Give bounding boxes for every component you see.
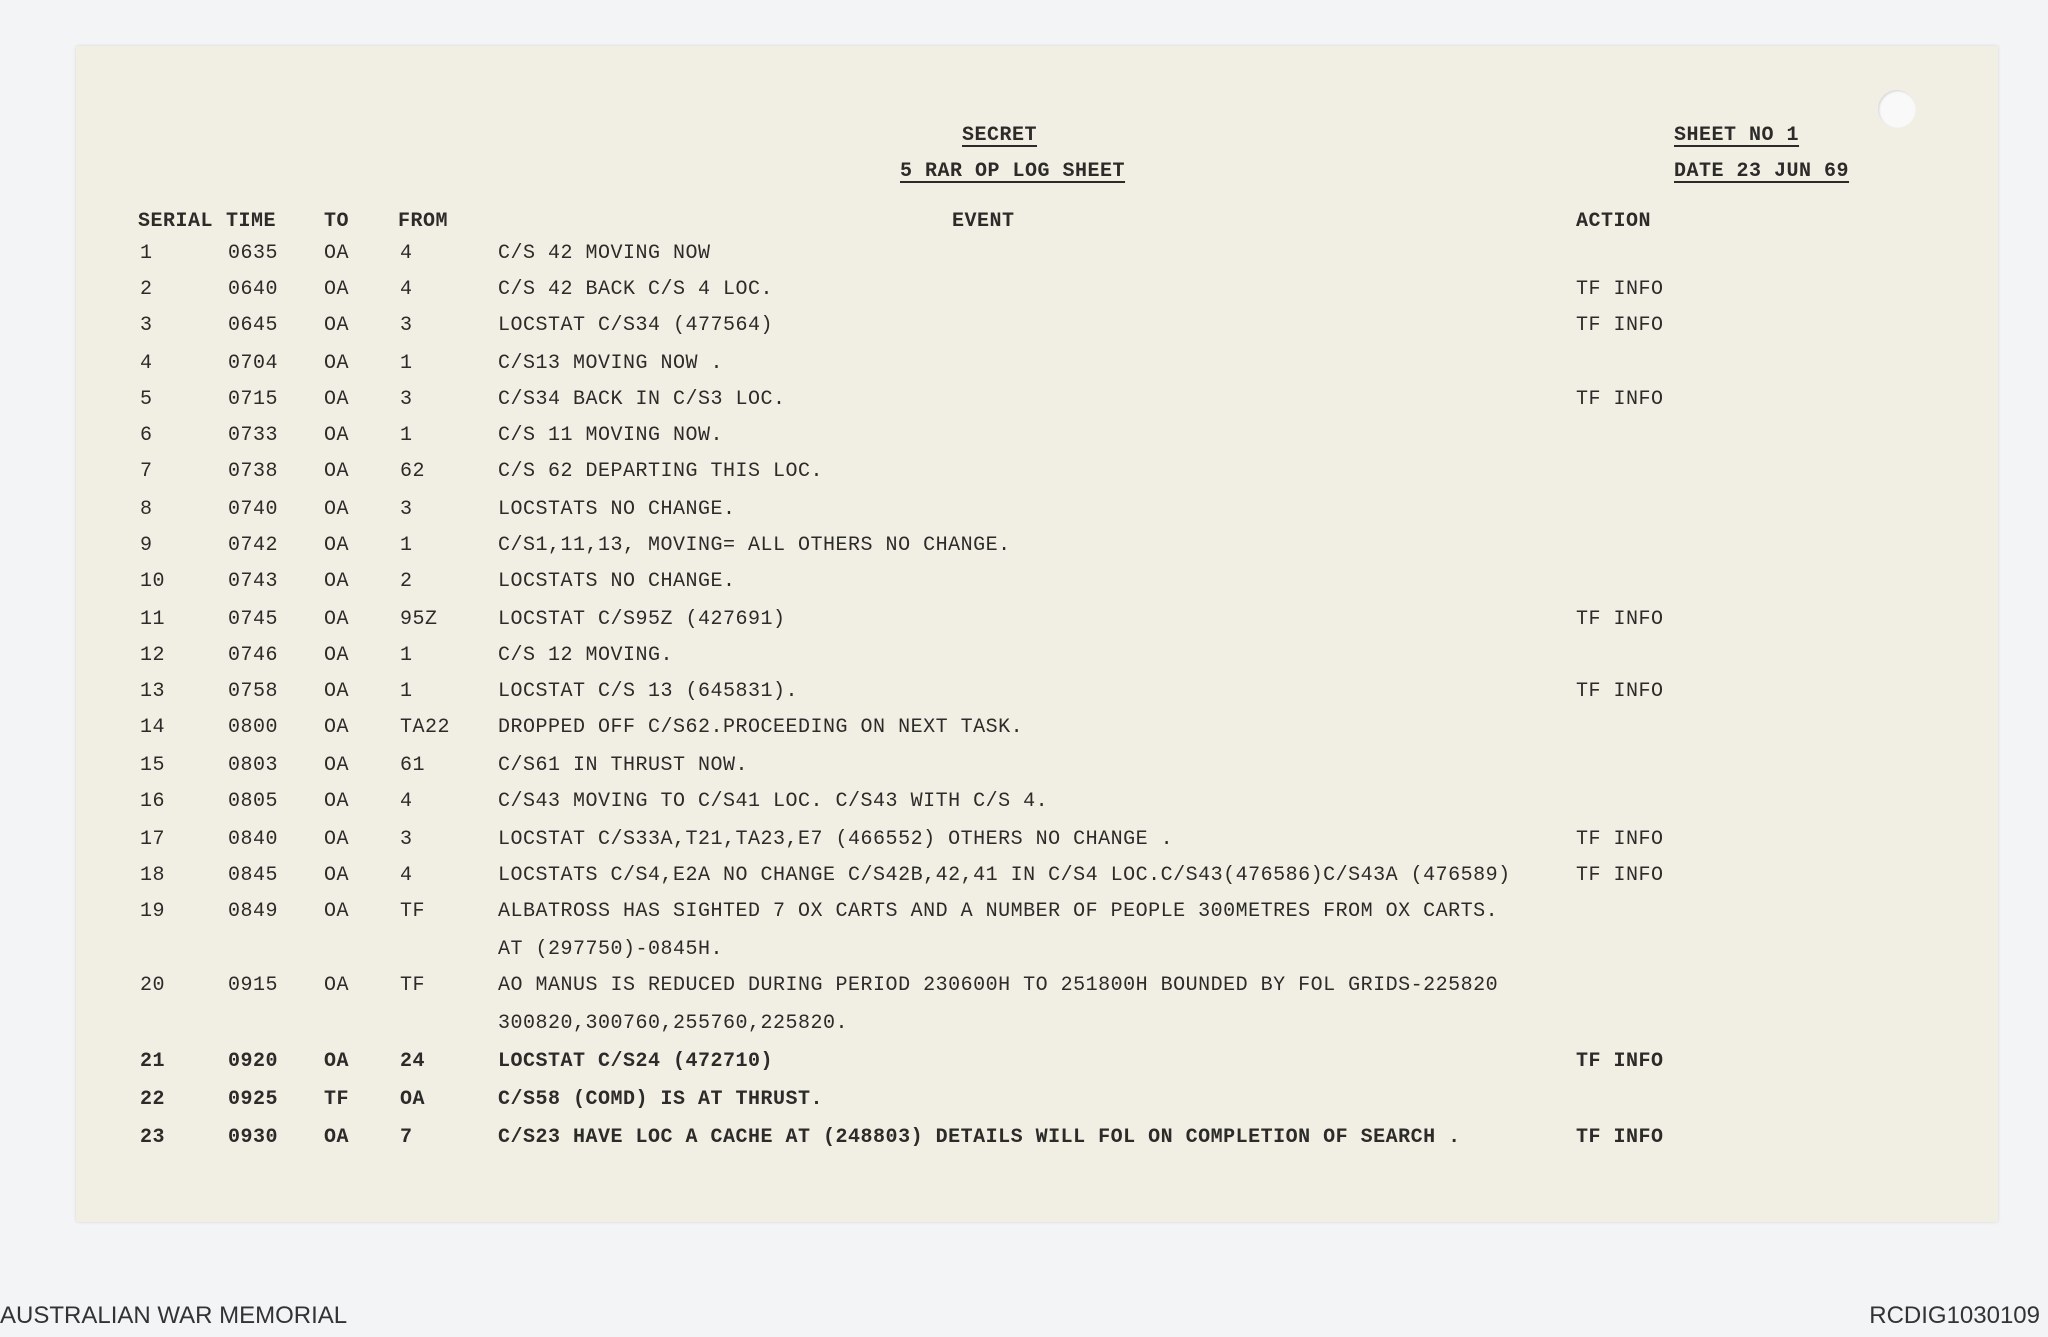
log-row — [76, 352, 1998, 388]
log-serial: 14 — [140, 716, 166, 739]
log-to: OA — [324, 1126, 350, 1149]
log-event: LOCSTAT C/S 13 (645831). — [498, 680, 799, 703]
log-action: TF INFO — [1576, 278, 1664, 301]
log-action: TF INFO — [1576, 608, 1664, 631]
log-event: C/S23 HAVE LOC A CACHE AT (248803) DETAILS WILL FOL ON COMPLETION OF SEARCH . — [498, 1126, 1461, 1149]
log-sheet-page — [76, 46, 1998, 1222]
log-from: 61 — [400, 754, 426, 777]
log-row — [76, 314, 1998, 350]
log-row — [76, 1088, 1998, 1124]
log-from: 1 — [400, 534, 413, 557]
log-row — [76, 534, 1998, 570]
log-event-continuation: AT (297750)-0845H. — [498, 938, 724, 961]
log-event: C/S 11 MOVING NOW. — [498, 424, 724, 447]
log-event: C/S61 IN THRUST NOW. — [498, 754, 749, 777]
log-to: OA — [324, 608, 350, 631]
log-event: DROPPED OFF C/S62.PROCEEDING ON NEXT TASK. — [498, 716, 1024, 739]
log-time: 0849 — [228, 900, 279, 923]
log-serial: 21 — [140, 1050, 166, 1073]
log-from: 95Z — [400, 608, 438, 631]
log-from: 4 — [400, 864, 413, 887]
log-to: OA — [324, 680, 350, 703]
log-time: 0758 — [228, 680, 279, 703]
log-time: 0925 — [228, 1088, 279, 1111]
log-row — [76, 278, 1998, 314]
log-event: C/S58 (COMD) IS AT THRUST. — [498, 1088, 824, 1111]
log-from: 3 — [400, 828, 413, 851]
log-from: 1 — [400, 424, 413, 447]
log-event: LOCSTAT C/S24 (472710) — [498, 1050, 774, 1073]
log-serial: 22 — [140, 1088, 166, 1111]
log-serial: 2 — [140, 278, 153, 301]
sheet-number: SHEET NO 1 — [1674, 124, 1800, 147]
log-event: C/S43 MOVING TO C/S41 LOC. C/S43 WITH C/S 4. — [498, 790, 1049, 813]
log-time: 0800 — [228, 716, 279, 739]
sheet-date: DATE 23 JUN 69 — [1674, 160, 1850, 183]
log-event: LOCSTAT C/S95Z (427691) — [498, 608, 786, 631]
log-from: TA22 — [400, 716, 451, 739]
log-serial: 8 — [140, 498, 153, 521]
log-serial: 19 — [140, 900, 166, 923]
log-serial: 9 — [140, 534, 153, 557]
log-from: OA — [400, 1088, 426, 1111]
log-time: 0635 — [228, 242, 279, 265]
log-action: TF INFO — [1576, 864, 1664, 887]
log-time: 0704 — [228, 352, 279, 375]
log-serial: 13 — [140, 680, 166, 703]
log-row — [76, 1050, 1998, 1086]
log-from: 3 — [400, 498, 413, 521]
log-to: OA — [324, 828, 350, 851]
log-event: ALBATROSS HAS SIGHTED 7 OX CARTS AND A NUMBER OF PEOPLE 300METRES FROM OX CARTS. — [498, 900, 1499, 923]
log-serial: 11 — [140, 608, 166, 631]
log-time: 0742 — [228, 534, 279, 557]
log-row — [76, 790, 1998, 826]
log-to: OA — [324, 424, 350, 447]
log-to: OA — [324, 388, 350, 411]
log-event: C/S34 BACK IN C/S3 LOC. — [498, 388, 786, 411]
log-row — [76, 680, 1998, 716]
log-row — [76, 460, 1998, 496]
log-to: OA — [324, 570, 350, 593]
log-time: 0845 — [228, 864, 279, 887]
log-action: TF INFO — [1576, 1126, 1664, 1149]
log-to: OA — [324, 460, 350, 483]
log-to: OA — [324, 864, 350, 887]
log-time: 0743 — [228, 570, 279, 593]
log-event-continuation: 300820,300760,255760,225820. — [498, 1012, 849, 1035]
footer-record-id: RCDIG1030109 — [1869, 1302, 2040, 1329]
log-serial: 16 — [140, 790, 166, 813]
log-serial: 10 — [140, 570, 166, 593]
log-event: C/S 42 BACK C/S 4 LOC. — [498, 278, 774, 301]
log-from: 24 — [400, 1050, 426, 1073]
log-action: TF INFO — [1576, 680, 1664, 703]
log-row — [76, 242, 1998, 278]
log-row — [76, 716, 1998, 752]
log-row — [76, 608, 1998, 644]
log-action: TF INFO — [1576, 828, 1664, 851]
log-row — [76, 570, 1998, 606]
log-event: AO MANUS IS REDUCED DURING PERIOD 230600H TO 251800H BOUNDED BY FOL GRIDS-225820 — [498, 974, 1499, 997]
log-serial: 23 — [140, 1126, 166, 1149]
log-time: 0746 — [228, 644, 279, 667]
log-time: 0715 — [228, 388, 279, 411]
log-event: C/S 42 MOVING NOW — [498, 242, 711, 265]
log-serial: 5 — [140, 388, 153, 411]
log-action: TF INFO — [1576, 314, 1664, 337]
log-serial: 4 — [140, 352, 153, 375]
log-time: 0740 — [228, 498, 279, 521]
log-action: TF INFO — [1576, 388, 1664, 411]
document-title: 5 RAR OP LOG SHEET — [900, 160, 1126, 183]
log-to: OA — [324, 716, 350, 739]
log-from: 3 — [400, 314, 413, 337]
log-serial: 3 — [140, 314, 153, 337]
log-time: 0738 — [228, 460, 279, 483]
log-from: 3 — [400, 388, 413, 411]
log-to: OA — [324, 352, 350, 375]
log-event: C/S13 MOVING NOW . — [498, 352, 724, 375]
log-row — [76, 388, 1998, 424]
column-header-from: FROM — [398, 210, 449, 233]
log-serial: 7 — [140, 460, 153, 483]
log-time: 0733 — [228, 424, 279, 447]
log-to: OA — [324, 278, 350, 301]
log-from: TF — [400, 974, 426, 997]
log-from: 4 — [400, 242, 413, 265]
footer-archive-name: AUSTRALIAN WAR MEMORIAL — [0, 1302, 348, 1329]
log-event: LOCSTAT C/S33A,T21,TA23,E7 (466552) OTHERS NO CHANGE . — [498, 828, 1174, 851]
log-from: 1 — [400, 644, 413, 667]
log-row — [76, 644, 1998, 680]
log-from: 7 — [400, 1126, 413, 1149]
log-from: TF — [400, 900, 426, 923]
log-row — [76, 828, 1998, 864]
log-to: TF — [324, 1088, 350, 1111]
log-event: LOCSTAT C/S34 (477564) — [498, 314, 774, 337]
log-action: TF INFO — [1576, 1050, 1664, 1073]
log-from: 1 — [400, 352, 413, 375]
column-header-serial: SERIAL — [138, 210, 214, 233]
log-time: 0640 — [228, 278, 279, 301]
log-event: LOCSTATS C/S4,E2A NO CHANGE C/S42B,42,41 IN C/S4 LOC.C/S43(476586)C/S43A (476589) — [498, 864, 1511, 887]
column-header-event: EVENT — [952, 210, 1015, 233]
log-to: OA — [324, 790, 350, 813]
log-time: 0745 — [228, 608, 279, 631]
classification-label: SECRET — [962, 124, 1038, 147]
log-from: 4 — [400, 790, 413, 813]
column-header-time: TIME — [226, 210, 277, 233]
log-serial: 6 — [140, 424, 153, 447]
log-serial: 15 — [140, 754, 166, 777]
log-to: OA — [324, 754, 350, 777]
log-serial: 18 — [140, 864, 166, 887]
log-serial: 12 — [140, 644, 166, 667]
log-time: 0645 — [228, 314, 279, 337]
log-event: C/S 62 DEPARTING THIS LOC. — [498, 460, 824, 483]
log-to: OA — [324, 644, 350, 667]
log-row — [76, 754, 1998, 790]
log-row — [76, 974, 1998, 1035]
log-to: OA — [324, 498, 350, 521]
log-to: OA — [324, 1050, 350, 1073]
log-event: C/S1,11,13, MOVING= ALL OTHERS NO CHANGE. — [498, 534, 1011, 557]
log-time: 0840 — [228, 828, 279, 851]
log-row — [76, 498, 1998, 534]
log-event: LOCSTATS NO CHANGE. — [498, 498, 736, 521]
log-from: 62 — [400, 460, 426, 483]
log-serial: 1 — [140, 242, 153, 265]
log-from: 2 — [400, 570, 413, 593]
log-from: 4 — [400, 278, 413, 301]
log-time: 0915 — [228, 974, 279, 997]
punch-hole — [1878, 90, 1916, 128]
log-event: C/S 12 MOVING. — [498, 644, 674, 667]
log-time: 0920 — [228, 1050, 279, 1073]
log-to: OA — [324, 974, 350, 997]
log-to: OA — [324, 314, 350, 337]
log-time: 0930 — [228, 1126, 279, 1149]
log-time: 0805 — [228, 790, 279, 813]
log-to: OA — [324, 534, 350, 557]
log-row — [76, 900, 1998, 961]
log-row — [76, 864, 1998, 900]
log-row — [76, 424, 1998, 460]
log-serial: 17 — [140, 828, 166, 851]
log-to: OA — [324, 900, 350, 923]
column-header-action: ACTION — [1576, 210, 1652, 233]
column-header-row — [76, 210, 1998, 246]
log-time: 0803 — [228, 754, 279, 777]
log-row — [76, 1126, 1998, 1162]
log-event: LOCSTATS NO CHANGE. — [498, 570, 736, 593]
column-header-to: TO — [324, 210, 350, 233]
log-from: 1 — [400, 680, 413, 703]
log-to: OA — [324, 242, 350, 265]
log-serial: 20 — [140, 974, 166, 997]
